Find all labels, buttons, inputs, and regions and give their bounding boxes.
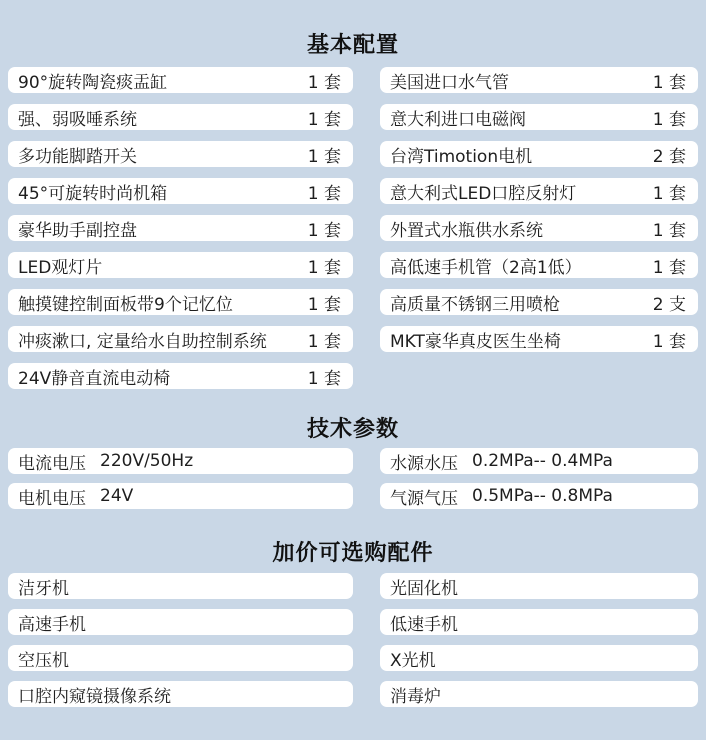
- item-qty: 1 套: [652, 183, 686, 204]
- item-qty: 2 套: [652, 146, 686, 167]
- optional-accessories-title: 加价可选购配件: [272, 541, 434, 566]
- item-qty: 1 套: [307, 294, 341, 315]
- item-name: 强、弱吸唾系统: [18, 109, 137, 130]
- option-name: 口腔内窥镜摄像系统: [18, 686, 171, 707]
- tech-params-title: 技术参数: [306, 417, 399, 442]
- basic-item: [380, 252, 698, 278]
- item-qty: 1 套: [307, 72, 341, 93]
- option-name: X光机: [390, 650, 436, 671]
- option-item: [8, 681, 353, 707]
- param-value: 0.2MPa-- 0.4MPa: [472, 451, 613, 471]
- item-name: 意大利式LED口腔反射灯: [390, 183, 577, 204]
- item-qty: 1 套: [652, 109, 686, 130]
- option-item: [8, 645, 353, 671]
- basic-item: [8, 141, 353, 167]
- item-name: 豪华助手副控盘: [18, 220, 137, 241]
- item-name: 美国进口水气管: [390, 72, 509, 93]
- item-name: 24V静音直流电动椅: [18, 368, 171, 389]
- option-name: 消毒炉: [390, 686, 441, 707]
- option-item: [380, 573, 698, 599]
- basic-item: [380, 104, 698, 130]
- basic-item: [380, 67, 698, 93]
- basic-item: [380, 289, 698, 315]
- item-name: 45°可旋转时尚机箱: [18, 183, 168, 204]
- item-qty: 1 套: [307, 331, 341, 352]
- basic-item: [8, 289, 353, 315]
- basic-item: [8, 104, 353, 130]
- item-name: 台湾Timotion电机: [390, 146, 533, 167]
- param-label: 电流电压: [18, 453, 86, 474]
- option-item: [8, 609, 353, 635]
- option-name: 光固化机: [390, 578, 458, 599]
- tech-item: [8, 483, 353, 509]
- tech-item: [8, 448, 353, 474]
- option-name: 高速手机: [18, 614, 86, 635]
- basic-item: [380, 326, 698, 352]
- option-item: [380, 681, 698, 707]
- basic-item: [8, 215, 353, 241]
- item-name: 触摸键控制面板带9个记忆位: [18, 294, 233, 315]
- item-name: 冲痰漱口, 定量给水自助控制系统: [18, 331, 267, 352]
- param-label: 气源气压: [390, 488, 458, 509]
- basic-item: [8, 326, 353, 352]
- item-qty: 1 套: [307, 109, 341, 130]
- option-name: 洁牙机: [18, 578, 69, 599]
- item-name: 多功能脚踏开关: [18, 146, 137, 167]
- empty-cell: [380, 363, 698, 389]
- param-value: 0.5MPa-- 0.8MPa: [472, 486, 613, 506]
- item-qty: 1 套: [307, 220, 341, 241]
- item-name: 外置式水瓶供水系统: [390, 220, 543, 241]
- tech-item: [380, 448, 698, 474]
- param-label: 水源水压: [390, 453, 458, 474]
- option-item: [380, 645, 698, 671]
- item-name: 高低速手机管（2高1低）: [390, 257, 582, 278]
- item-qty: 1 套: [307, 368, 341, 389]
- item-qty: 1 套: [652, 220, 686, 241]
- basic-item: [380, 215, 698, 241]
- basic-item: [8, 67, 353, 93]
- basic-item: [8, 252, 353, 278]
- param-value: 220V/50Hz: [100, 451, 194, 471]
- item-name: 高质量不锈钢三用喷枪: [390, 294, 560, 315]
- param-label: 电机电压: [18, 488, 86, 509]
- basic-config-grid: [8, 67, 698, 389]
- tech-item: [380, 483, 698, 509]
- item-name: LED观灯片: [18, 257, 103, 278]
- basic-item: [380, 141, 698, 167]
- item-qty: 1 套: [307, 146, 341, 167]
- option-item: [380, 609, 698, 635]
- basic-item: [8, 178, 353, 204]
- item-qty: 2 支: [652, 294, 686, 315]
- item-qty: 1 套: [307, 257, 341, 278]
- item-qty: 1 套: [652, 257, 686, 278]
- basic-item: [8, 363, 353, 389]
- tech-params-grid: [8, 448, 698, 509]
- basic-item: [380, 178, 698, 204]
- item-name: MKT豪华真皮医生坐椅: [390, 331, 561, 352]
- item-name: 90°旋转陶瓷痰盂缸: [18, 72, 168, 93]
- item-qty: 1 套: [307, 183, 341, 204]
- optional-accessories-grid: [8, 573, 698, 707]
- item-name: 意大利进口电磁阀: [390, 109, 526, 130]
- item-qty: 1 套: [652, 72, 686, 93]
- basic-config-title: 基本配置: [306, 33, 399, 58]
- option-name: 低速手机: [390, 614, 458, 635]
- param-value: 24V: [100, 486, 134, 506]
- option-item: [8, 573, 353, 599]
- item-qty: 1 套: [652, 331, 686, 352]
- option-name: 空压机: [18, 650, 69, 671]
